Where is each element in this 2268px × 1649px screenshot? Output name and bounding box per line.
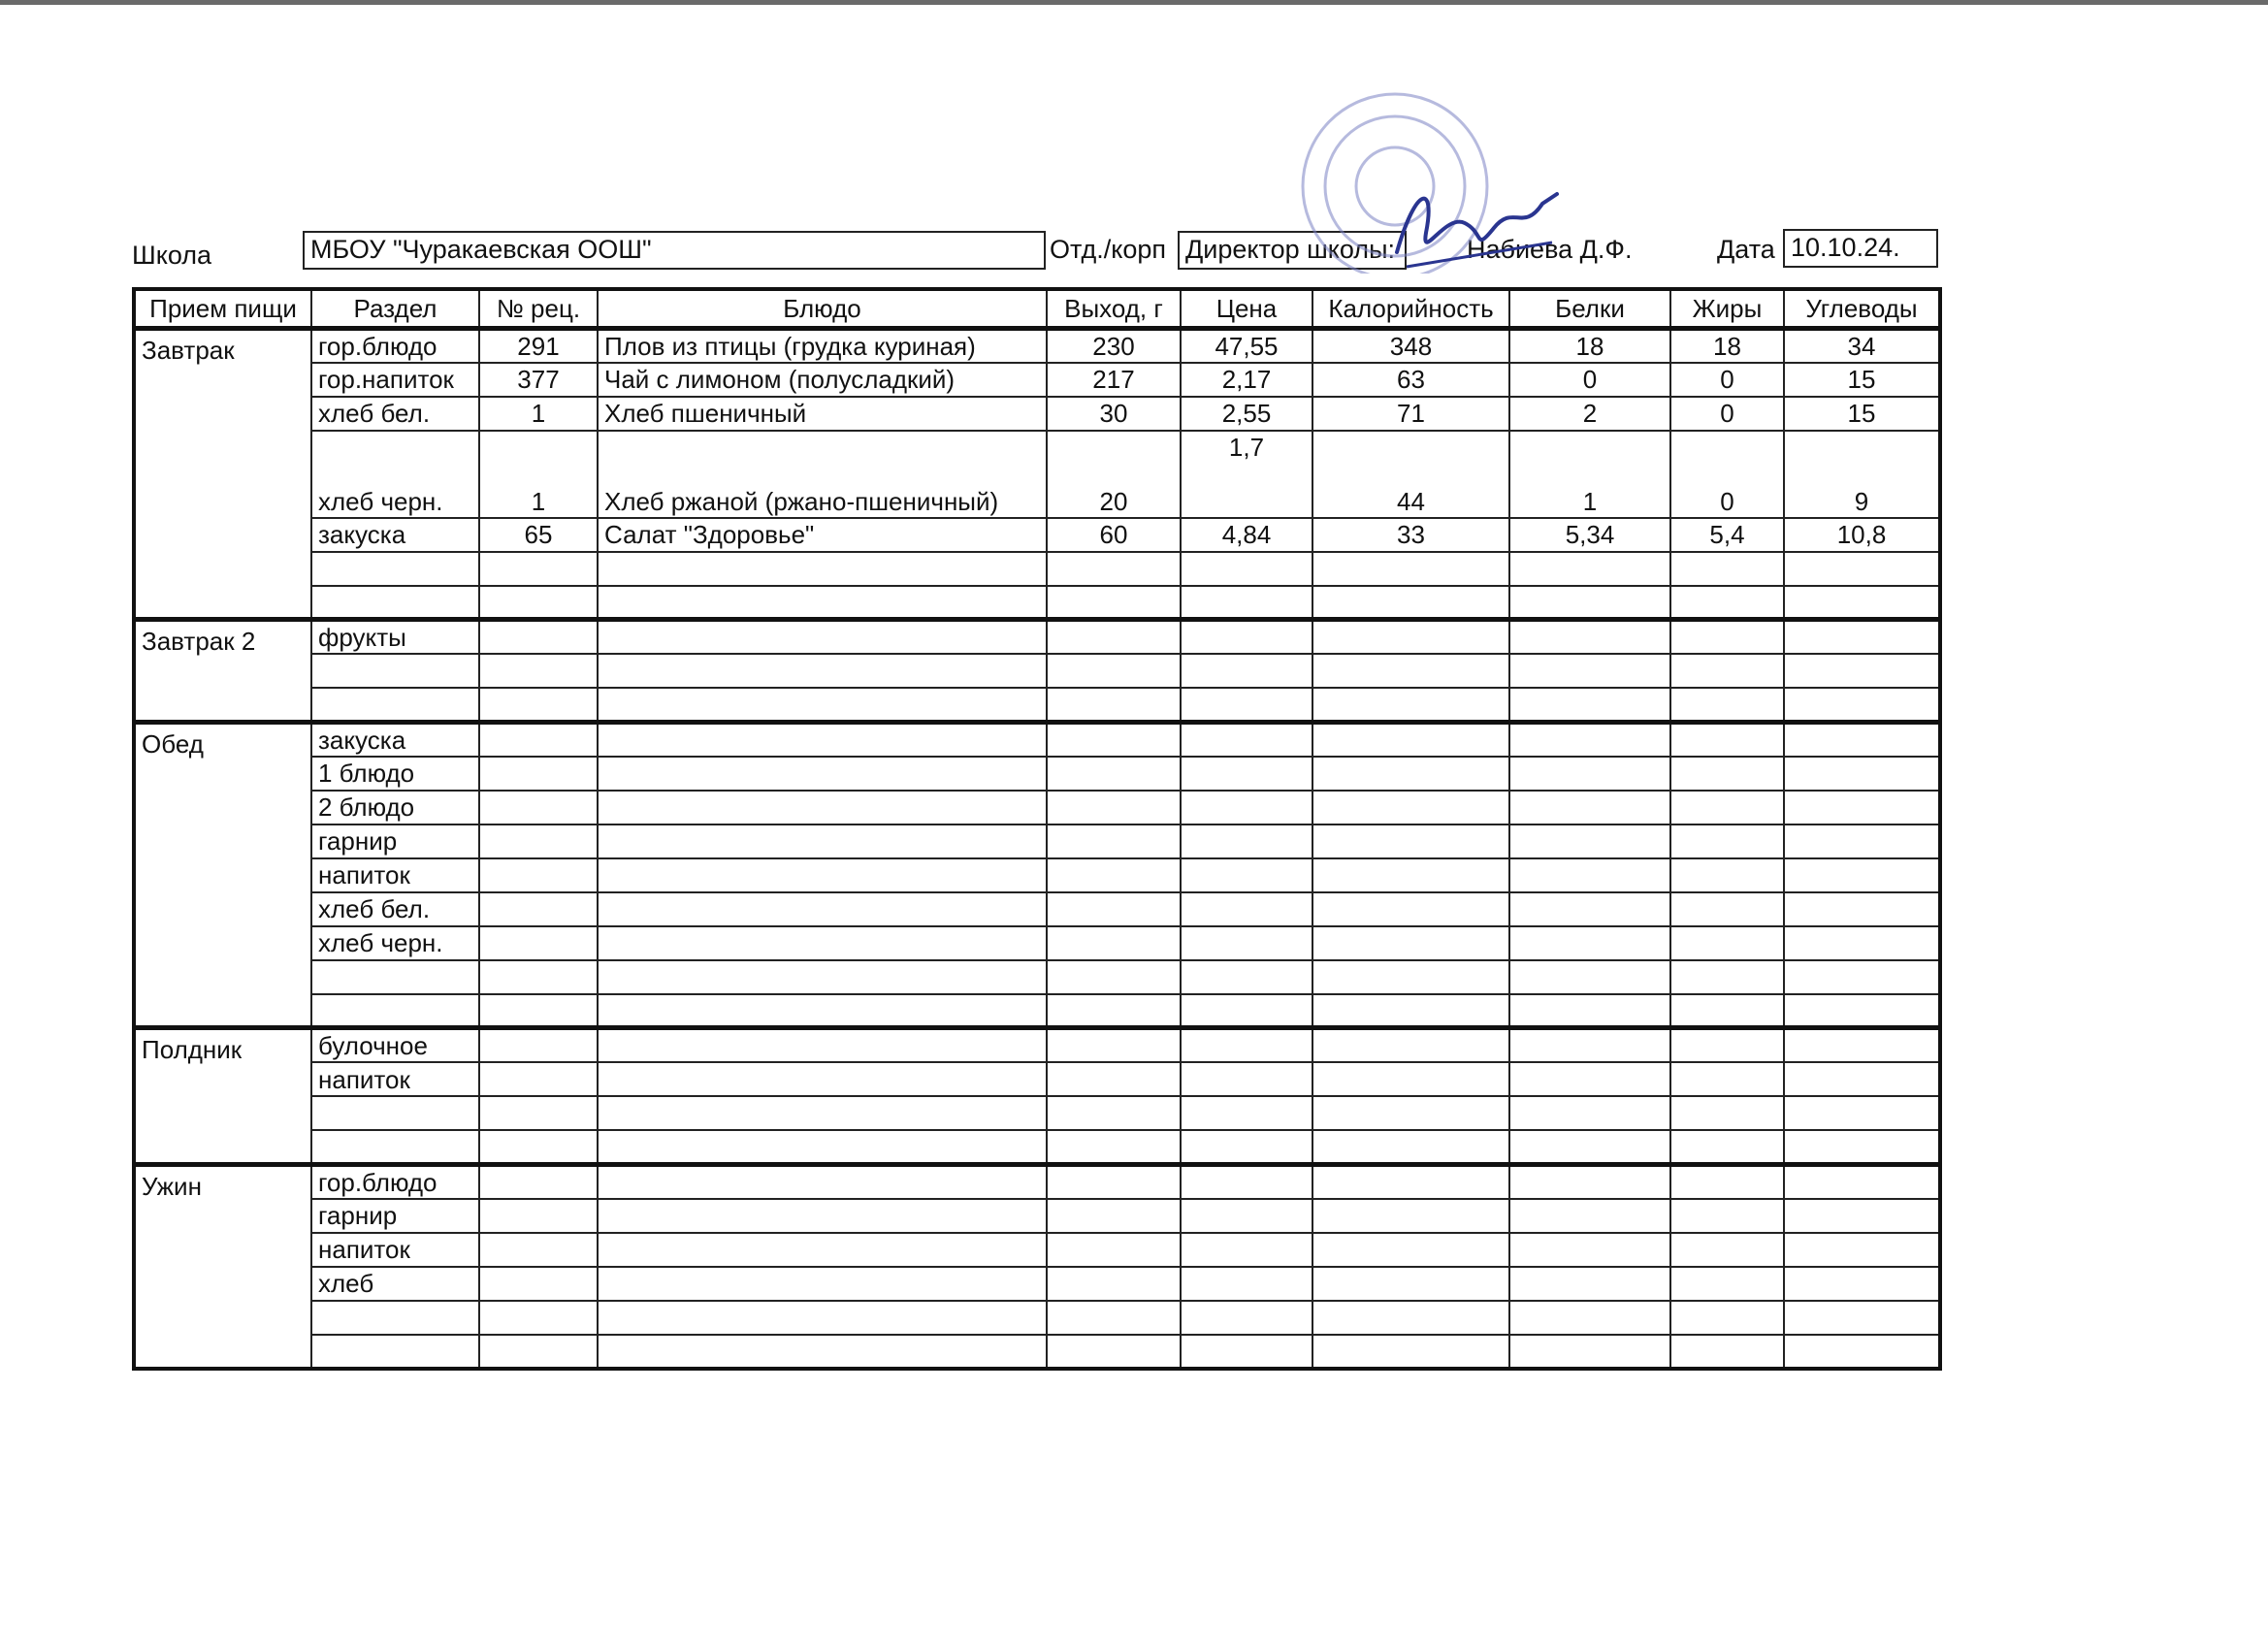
row-section: закуска bbox=[311, 722, 479, 757]
table-row bbox=[134, 328, 1940, 363]
row-section: гор.блюдо bbox=[311, 1164, 479, 1199]
row-yield: 30 bbox=[1047, 397, 1181, 431]
row-yield: 60 bbox=[1047, 518, 1181, 552]
row-carbs: 15 bbox=[1784, 363, 1940, 397]
table-row bbox=[134, 824, 1940, 858]
table-row bbox=[134, 722, 1940, 757]
row-recipe: 291 bbox=[479, 328, 598, 363]
meal-name: Обед bbox=[134, 722, 311, 1028]
row-section: фрукты bbox=[311, 620, 479, 655]
table-row-empty bbox=[134, 654, 1940, 688]
table-row bbox=[134, 397, 1940, 431]
row-section: хлеб bbox=[311, 1267, 479, 1301]
date-label: Дата bbox=[1717, 235, 1775, 264]
row-price: 47,55 bbox=[1181, 328, 1312, 363]
row-section: гор.напиток bbox=[311, 363, 479, 397]
row-section: булочное bbox=[311, 1028, 479, 1063]
row-fat: 0 bbox=[1670, 397, 1784, 431]
section-lunch bbox=[134, 722, 1940, 1028]
row-recipe: 1 bbox=[479, 397, 598, 431]
col-meal: Прием пищи bbox=[134, 289, 311, 328]
row-yield: 230 bbox=[1047, 328, 1181, 363]
table-row bbox=[134, 1164, 1940, 1199]
col-protein: Белки bbox=[1509, 289, 1670, 328]
col-price: Цена bbox=[1181, 289, 1312, 328]
director-name: Набиева Д.Ф. bbox=[1467, 235, 1633, 264]
row-fat: 0 bbox=[1670, 431, 1784, 518]
row-recipe: 377 bbox=[479, 363, 598, 397]
dept-label: Отд./корп bbox=[1050, 235, 1166, 264]
col-carbs: Углеводы bbox=[1784, 289, 1940, 328]
table-row bbox=[134, 757, 1940, 791]
section-snack bbox=[134, 1028, 1940, 1165]
table-row bbox=[134, 431, 1940, 518]
meal-name: Завтрак bbox=[134, 328, 311, 620]
section-dinner bbox=[134, 1164, 1940, 1369]
row-carbs: 10,8 bbox=[1784, 518, 1940, 552]
school-label: Школа bbox=[132, 241, 212, 270]
row-section: напиток bbox=[311, 858, 479, 892]
row-carbs: 34 bbox=[1784, 328, 1940, 363]
table-row bbox=[134, 926, 1940, 960]
col-kcal: Калорийность bbox=[1312, 289, 1509, 328]
table-row bbox=[134, 1267, 1940, 1301]
col-dish: Блюдо bbox=[598, 289, 1047, 328]
row-dish: Салат "Здоровье" bbox=[598, 518, 1047, 552]
row-section: хлеб черн. bbox=[311, 431, 479, 518]
table-header-row bbox=[134, 289, 1940, 328]
row-recipe: 1 bbox=[479, 431, 598, 518]
row-dish: Хлеб пшеничный bbox=[598, 397, 1047, 431]
scan-top-edge bbox=[0, 0, 2268, 5]
table-row bbox=[134, 363, 1940, 397]
table-row bbox=[134, 1028, 1940, 1063]
date-field: 10.10.24. bbox=[1783, 229, 1938, 268]
col-yield: Выход, г bbox=[1047, 289, 1181, 328]
table-row-empty bbox=[134, 1301, 1940, 1335]
table-row-empty bbox=[134, 960, 1940, 994]
row-carbs: 9 bbox=[1784, 431, 1940, 518]
row-price: 2,55 bbox=[1181, 397, 1312, 431]
row-kcal: 63 bbox=[1312, 363, 1509, 397]
row-dish: Плов из птицы (грудка куриная) bbox=[598, 328, 1047, 363]
row-protein: 2 bbox=[1509, 397, 1670, 431]
row-section: хлеб черн. bbox=[311, 926, 479, 960]
dept-field: Директор школы: bbox=[1178, 231, 1407, 270]
row-protein: 5,34 bbox=[1509, 518, 1670, 552]
table-row-empty bbox=[134, 1130, 1940, 1164]
row-section: 2 блюдо bbox=[311, 791, 479, 824]
table-row bbox=[134, 892, 1940, 926]
row-dish: Хлеб ржаной (ржано-пшеничный) bbox=[598, 431, 1047, 518]
row-dish: Чай с лимоном (полусладкий) bbox=[598, 363, 1047, 397]
meal-name: Полдник bbox=[134, 1028, 311, 1165]
row-protein: 0 bbox=[1509, 363, 1670, 397]
section-breakfast2 bbox=[134, 620, 1940, 723]
section-breakfast bbox=[134, 328, 1940, 620]
meal-name: Завтрак 2 bbox=[134, 620, 311, 723]
row-section: гарнир bbox=[311, 1199, 479, 1233]
row-kcal: 33 bbox=[1312, 518, 1509, 552]
table-row bbox=[134, 791, 1940, 824]
col-section: Раздел bbox=[311, 289, 479, 328]
row-fat: 5,4 bbox=[1670, 518, 1784, 552]
row-price: 2,17 bbox=[1181, 363, 1312, 397]
row-fat: 0 bbox=[1670, 363, 1784, 397]
row-section: гор.блюдо bbox=[311, 328, 479, 363]
table-row bbox=[134, 858, 1940, 892]
row-section: хлеб бел. bbox=[311, 892, 479, 926]
table-row-empty bbox=[134, 1335, 1940, 1369]
row-price: 1,7 bbox=[1181, 431, 1312, 518]
school-field: МБОУ "Чуракаевская ООШ" bbox=[303, 231, 1046, 270]
row-yield: 20 bbox=[1047, 431, 1181, 518]
table-row bbox=[134, 1199, 1940, 1233]
row-fat: 18 bbox=[1670, 328, 1784, 363]
row-section: хлеб бел. bbox=[311, 397, 479, 431]
table-row-empty bbox=[134, 994, 1940, 1028]
row-price: 4,84 bbox=[1181, 518, 1312, 552]
row-section: напиток bbox=[311, 1233, 479, 1267]
row-yield: 217 bbox=[1047, 363, 1181, 397]
row-section: закуска bbox=[311, 518, 479, 552]
table-row-empty bbox=[134, 586, 1940, 620]
row-carbs: 15 bbox=[1784, 397, 1940, 431]
menu-table bbox=[132, 287, 1942, 1371]
row-section: гарнир bbox=[311, 824, 479, 858]
table-row bbox=[134, 620, 1940, 655]
table-row bbox=[134, 1233, 1940, 1267]
meal-name: Ужин bbox=[134, 1164, 311, 1369]
table-row bbox=[134, 518, 1940, 552]
row-kcal: 71 bbox=[1312, 397, 1509, 431]
row-kcal: 348 bbox=[1312, 328, 1509, 363]
col-fat: Жиры bbox=[1670, 289, 1784, 328]
row-protein: 18 bbox=[1509, 328, 1670, 363]
table-row-empty bbox=[134, 688, 1940, 722]
row-protein: 1 bbox=[1509, 431, 1670, 518]
row-section: 1 блюдо bbox=[311, 757, 479, 791]
table-row-empty bbox=[134, 552, 1940, 586]
table-row bbox=[134, 1062, 1940, 1096]
row-recipe: 65 bbox=[479, 518, 598, 552]
col-recipe: № рец. bbox=[479, 289, 598, 328]
row-section: напиток bbox=[311, 1062, 479, 1096]
table-row-empty bbox=[134, 1096, 1940, 1130]
row-kcal: 44 bbox=[1312, 431, 1509, 518]
